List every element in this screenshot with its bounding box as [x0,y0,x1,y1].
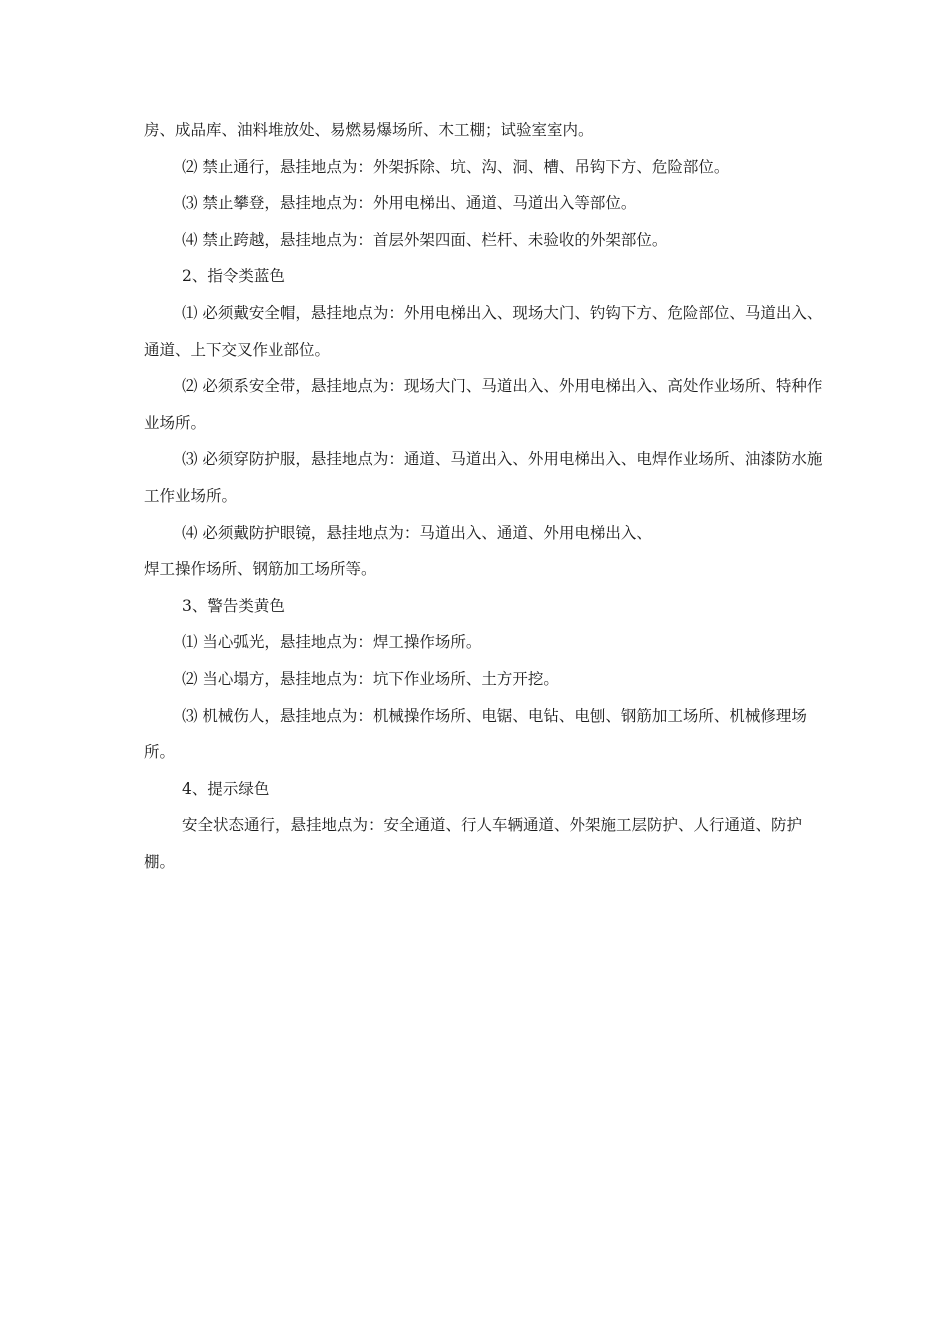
paragraph-7: ⑵ 必须系安全带，悬挂地点为：现场大门、马道出入、外用电梯出入、高处作业场所、特种作业场所。 [144,377,823,432]
paragraph-16: 安全状态通行，悬挂地点为：安全通道、行人车辆通道、外架施工层防护、人行通道、防护棚。 [144,816,803,871]
section-heading-2: 2、指令类蓝色 [182,267,285,286]
paragraph-4: ⑷ 禁止跨越，悬挂地点为：首层外架四面、栏杆、未验收的外架部位。 [182,230,668,249]
paragraph-3: ⑶ 禁止攀登，悬挂地点为：外用电梯出、通道、马道出入等部位。 [182,194,637,213]
paragraph-12: ⑴ 当心弧光，悬挂地点为：焊工操作场所。 [182,633,482,652]
paragraph-1: 房、成品库、油料堆放处、易燃易爆场所、木工棚；试验室室内。 [144,121,594,139]
paragraph-8: ⑶ 必须穿防护服，悬挂地点为：通道、马道出入、外用电梯出入、电焊作业场所、油漆防水施工作业场所。 [144,450,823,505]
paragraph-14: ⑶ 机械伤人，悬挂地点为：机械操作场所、电锯、电钻、电刨、钢筋加工场所、机械修理场所。 [144,706,807,762]
document-body [144,112,824,880]
paragraph-6: ⑴ 必须戴安全帽，悬挂地点为：外用电梯出入、现场大门、钓钩下方、危险部位、马道出入、通道、上下交叉作业部位。 [144,303,823,359]
section-heading-3: 3、警告类黄色 [182,596,285,615]
paragraph-13: ⑵ 当心塌方，悬挂地点为：坑下作业场所、土方开挖。 [182,669,559,688]
paragraph-2: ⑵ 禁止通行，悬挂地点为：外架拆除、坑、沟、洞、槽、吊钩下方、危险部位。 [182,157,730,176]
paragraph-10: 焊工操作场所、钢筋加工场所等。 [144,560,377,579]
section-heading-4: 4、提示绿色 [182,779,270,798]
paragraph-9: ⑷ 必须戴防护眼镜，悬挂地点为：马道出入、通道、外用电梯出入、 [182,523,652,542]
